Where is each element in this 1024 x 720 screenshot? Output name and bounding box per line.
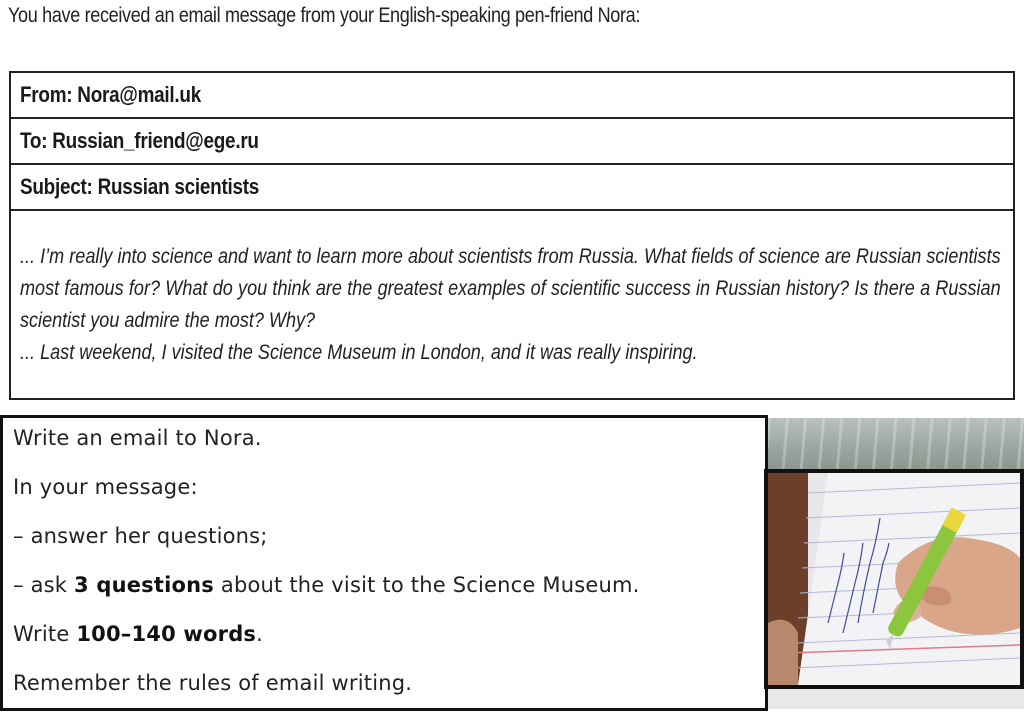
email-body-paragraph-1: ... I’m really into science and want to learn more about scientists from Russia. What fields of science are Russian scientists most famous for? What do you think are the greatest examples of scientific success in Russian history? Is there a Russian scientist you admire the most? Why? [20, 245, 1001, 332]
email-subject: Subject: Russian scientists [20, 174, 260, 199]
task-line-5 [13, 622, 765, 671]
task-line-5-pre: Write [13, 622, 77, 646]
task-questions-count: 3 questions [74, 573, 214, 597]
task-line-6: Remember the rules of email writing. [13, 671, 413, 695]
task-word-count: 100–140 words [76, 622, 257, 646]
handwriting-photo [764, 469, 1024, 689]
intro-text: You have received an email message from your English-speaking pen-friend Nora: [8, 4, 641, 27]
email-to-row [11, 119, 1013, 165]
task-box [0, 415, 768, 711]
email-from-row [11, 73, 1013, 119]
task-line-4-pre: – ask [13, 573, 75, 597]
task-line-2: In your message: [13, 475, 198, 499]
email-table [9, 71, 1015, 400]
email-to: To: Russian_friend@ege.ru [20, 128, 259, 153]
bottom-strip [768, 689, 1024, 709]
task-line-4 [13, 573, 765, 622]
email-body [11, 211, 1013, 398]
email-body-paragraph-2: ... Last weekend, I visited the Science Museum in London, and it was really inspiring. [20, 341, 698, 364]
task-line-3: – answer her questions; [13, 524, 268, 548]
background-image-strip [768, 418, 1024, 470]
task-line-1: Write an email to Nora. [13, 426, 262, 450]
email-subject-row [11, 165, 1013, 211]
handwriting-illustration [768, 473, 1020, 685]
task-line-5-post: . [256, 622, 264, 646]
email-from: From: Nora@mail.uk [20, 82, 201, 107]
task-line-4-post: about the visit to the Science Museum. [214, 573, 640, 597]
